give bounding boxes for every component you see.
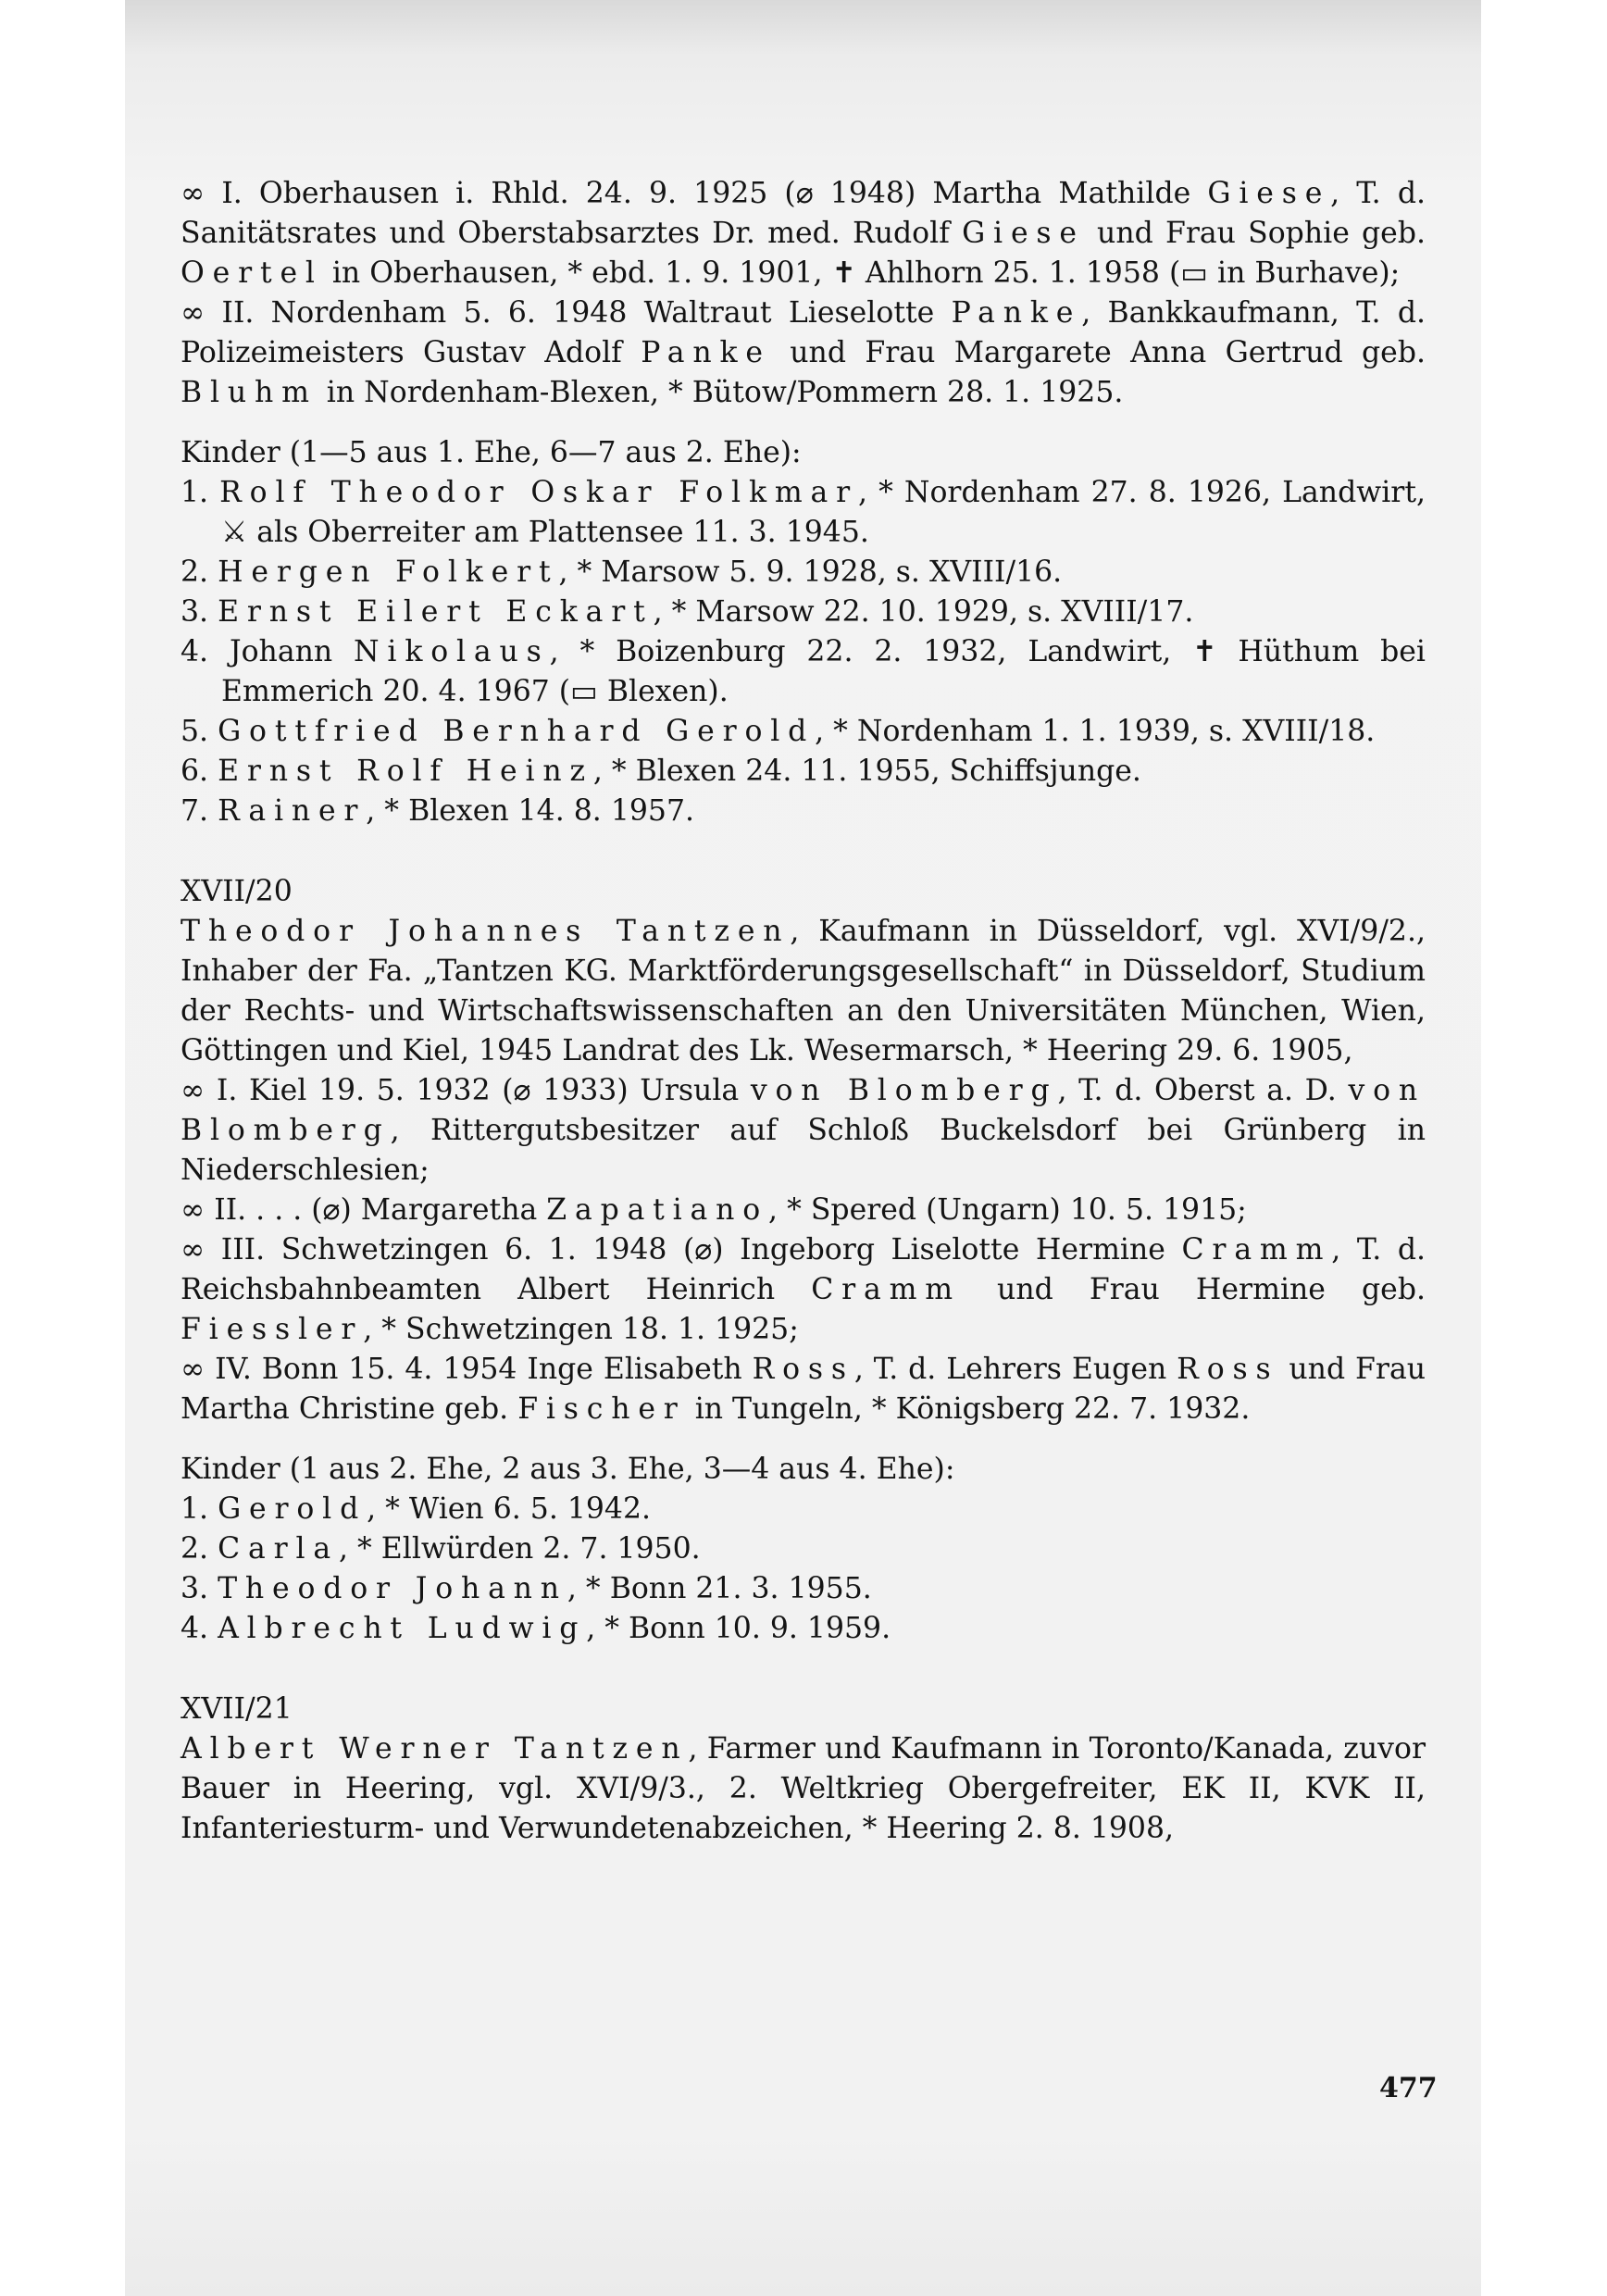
- list-item: 3. Theodor Johann, * Bonn 21. 3. 1955.: [181, 1572, 872, 1605]
- spaced-name: Rolf Theodor Oskar Folkmar: [219, 476, 859, 509]
- spaced-surname: Ross: [752, 1353, 854, 1386]
- spaced-surname: von Blomberg: [750, 1074, 1058, 1107]
- list-item: 2. Hergen Folkert, * Marsow 5. 9. 1928, s. XVIII/16.: [181, 555, 1063, 589]
- spaced-surname: Bluhm: [181, 376, 318, 409]
- entry-heading: XVII/21: [181, 1692, 293, 1726]
- marriage-entry: ∞ III. Schwetzingen 6. 1. 1948 (⌀) Ingeborg Liselotte Hermine Cramm, T. d. Reichsbahnbeamten Albert Heinrich Cramm und Frau Hermine geb. Fiessler, * Schwetzingen 18. 1. 1925;: [181, 1233, 1426, 1346]
- list-item: 1. Gerold, * Wien 6. 5. 1942.: [181, 1492, 652, 1526]
- spaced-surname: Fischer: [517, 1392, 686, 1426]
- person-entry: Theodor Johannes Tantzen, Kaufmann in Düsseldorf, vgl. XVI/9/2., Inhaber der Fa. „Tantzen KG. Marktförderungsgesellschaft“ in Düsseldorf, Studium der Rechts- und Wirtschaftswissenschaften an den Universitäten München, Wien, Göttingen und Kiel, 1945 Landrat des Lk. Wesermarsch, * Heering 29. 6. 1905,: [181, 915, 1426, 1067]
- spaced-surname: Cramm: [1181, 1233, 1332, 1267]
- marriage-entry: ∞ IV. Bonn 15. 4. 1954 Inge Elisabeth Ross, T. d. Lehrers Eugen Ross und Frau Martha Christine geb. Fischer in Tungeln, * Königsberg 22. 7. 1932.: [181, 1353, 1426, 1426]
- document-page: [181, 174, 1426, 1849]
- spaced-name: Albrecht Ludwig: [218, 1612, 587, 1645]
- spaced-surname: Zapatiano: [546, 1193, 769, 1227]
- spaced-surname: Cramm: [811, 1273, 961, 1306]
- spaced-surname: von Blomberg: [181, 1074, 1426, 1147]
- marriage-entry: ∞ I. Oberhausen i. Rhld. 24. 9. 1925 (⌀ 1948) Martha Mathilde Giese, T. d. Sanitätsrates und Oberstabsarztes Dr. med. Rudolf Giese und Frau Sophie geb. Oertel in Oberhausen, * ebd. 1. 9. 1901, ✝ Ahlhorn 25. 1. 1958 (▭ in Burhave);: [181, 177, 1426, 290]
- list-item: 2. Carla, * Ellwürden 2. 7. 1950.: [181, 1532, 701, 1566]
- spaced-name: Gerold: [218, 1492, 367, 1526]
- spaced-name: Hergen Folkert: [218, 555, 559, 589]
- marriage-entry: ∞ I. Kiel 19. 5. 1932 (⌀ 1933) Ursula von Blomberg, T. d. Oberst a. D. von Blomberg, Rittergutsbesitzer auf Schloß Buckelsdorf bei Grünberg in Niederschlesien;: [181, 1074, 1426, 1187]
- marriage-entry: ∞ II. Nordenham 5. 6. 1948 Waltraut Lieselotte Panke, Bankkaufmann, T. d. Polizeimeisters Gustav Adolf Panke und Frau Margarete Anna Gertrud geb. Bluhm in Nordenham-Blexen, * Bütow/Pommern 28. 1. 1925.: [181, 296, 1426, 409]
- spaced-surname: Giese: [962, 217, 1085, 250]
- spaced-name: Albert Werner Tantzen: [181, 1732, 689, 1766]
- spaced-name: Gottfried Bernhard Gerold: [218, 715, 816, 748]
- children-intro: Kinder (1 aus 2. Ehe, 2 aus 3. Ehe, 3—4 aus 4. Ehe):: [181, 1453, 955, 1486]
- person-entry: Albert Werner Tantzen, Farmer und Kaufmann in Toronto/Kanada, zuvor Bauer in Heering, vgl. XVI/9/3., 2. Weltkrieg Obergefreiter, EK II, KVK II, Infanteriesturm- und Verwundetenabzeichen, * Heering 2. 8. 1908,: [181, 1732, 1426, 1845]
- spaced-surname: Panke: [951, 296, 1082, 330]
- spaced-name: Ernst Eilert Eckart: [218, 595, 654, 629]
- spaced-name: Carla: [218, 1532, 339, 1566]
- list-item: 7. Rainer, * Blexen 14. 8. 1957.: [181, 794, 694, 828]
- list-item: 5. Gottfried Bernhard Gerold, * Nordenham 1. 1. 1939, s. XVIII/18.: [181, 715, 1376, 748]
- list-item: 6. Ernst Rolf Heinz, * Blexen 24. 11. 1955, Schiffsjunge.: [181, 755, 1141, 788]
- children-list: [181, 1490, 1426, 1649]
- spaced-surname: Fiessler: [181, 1313, 364, 1346]
- entry-heading: XVII/20: [181, 875, 293, 908]
- children-intro: Kinder (1—5 aus 1. Ehe, 6—7 aus 2. Ehe):: [181, 436, 802, 469]
- spaced-name: Ernst Rolf Heinz: [218, 755, 593, 788]
- list-item: 1. Rolf Theodor Oskar Folkmar, * Nordenham 27. 8. 1926, Landwirt, ⚔ als Oberreiter am Plattensee 11. 3. 1945.: [181, 476, 1426, 549]
- list-item: 4. Albrecht Ludwig, * Bonn 10. 9. 1959.: [181, 1612, 891, 1645]
- list-item: 3. Ernst Eilert Eckart, * Marsow 22. 10. 1929, s. XVIII/17.: [181, 595, 1194, 629]
- spaced-surname: Ross: [1177, 1353, 1279, 1386]
- spaced-surname: Giese: [1207, 177, 1331, 210]
- list-item: 4. Johann Nikolaus, * Boizenburg 22. 2. 1932, Landwirt, ✝ Hüthum bei Emmerich 20. 4. 1967 (▭ Blexen).: [181, 635, 1426, 708]
- children-list: [181, 473, 1426, 831]
- spaced-name: Theodor Johann: [218, 1572, 567, 1605]
- spaced-name: Rainer: [218, 794, 367, 828]
- page-number: 477: [1379, 2072, 1438, 2104]
- spaced-surname: Panke: [641, 336, 771, 369]
- spaced-name: Theodor Johannes Tantzen: [181, 915, 791, 948]
- marriage-entry: ∞ II. . . . (⌀) Margaretha Zapatiano, * Spered (Ungarn) 10. 5. 1915;: [181, 1193, 1247, 1227]
- spaced-name: Nikolaus: [354, 635, 550, 668]
- spaced-surname: Oertel: [181, 256, 323, 290]
